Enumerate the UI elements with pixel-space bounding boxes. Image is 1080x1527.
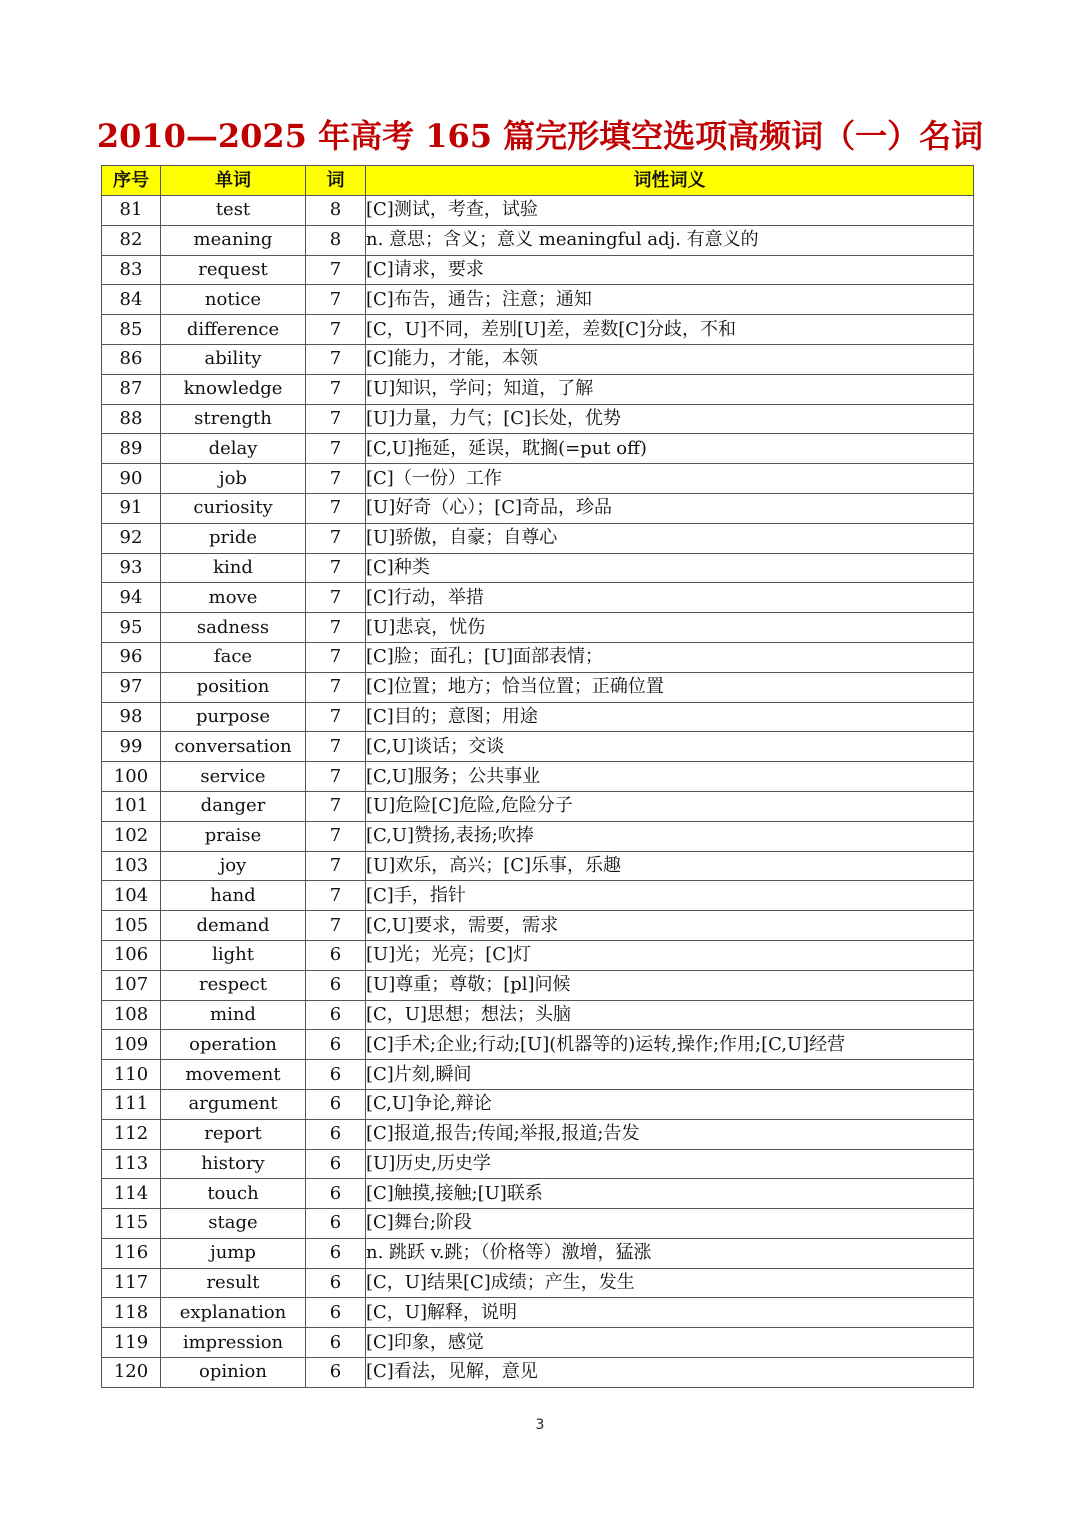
row-definition: [U]欢乐，高兴；[C]乐事，乐趣 — [366, 851, 974, 881]
row-frequency: 6 — [306, 1328, 366, 1358]
page-number: 3 — [535, 1417, 545, 1433]
table-row — [102, 493, 974, 523]
row-frequency: 7 — [306, 523, 366, 553]
row-number: 82 — [102, 225, 161, 255]
row-number: 102 — [102, 821, 161, 851]
row-word: report — [161, 1119, 306, 1149]
row-definition: [U]光；光亮；[C]灯 — [366, 940, 974, 970]
row-number: 99 — [102, 732, 161, 762]
row-definition: [C,U]赞扬,表扬;吹捧 — [366, 821, 974, 851]
row-frequency: 7 — [306, 821, 366, 851]
table-row — [102, 642, 974, 672]
row-definition: [C]位置；地方；恰当位置；正确位置 — [366, 672, 974, 702]
row-frequency: 8 — [306, 225, 366, 255]
row-definition: [C]脸；面孔；[U]面部表情； — [366, 642, 974, 672]
table-row — [102, 285, 974, 315]
row-number: 103 — [102, 851, 161, 881]
table-row — [102, 344, 974, 374]
row-word: movement — [161, 1060, 306, 1090]
row-definition: [C,U]争论,辩论 — [366, 1089, 974, 1119]
row-number: 105 — [102, 911, 161, 941]
row-definition: [C,U]服务；公共事业 — [366, 762, 974, 792]
row-frequency: 7 — [306, 672, 366, 702]
row-word: face — [161, 642, 306, 672]
row-definition: [C]手，指针 — [366, 881, 974, 911]
row-number: 81 — [102, 196, 161, 226]
table-row — [102, 791, 974, 821]
row-word: argument — [161, 1089, 306, 1119]
row-frequency: 7 — [306, 762, 366, 792]
table-row — [102, 732, 974, 762]
table-row — [102, 940, 974, 970]
row-word: purpose — [161, 702, 306, 732]
row-number: 109 — [102, 1030, 161, 1060]
row-definition: [C,U]拖延，延误，耽搁(=put off) — [366, 434, 974, 464]
row-definition: [C]报道,报告;传闻;举报,报道;告发 — [366, 1119, 974, 1149]
row-word: history — [161, 1149, 306, 1179]
row-word: notice — [161, 285, 306, 315]
row-number: 117 — [102, 1268, 161, 1298]
row-word: respect — [161, 970, 306, 1000]
table-row — [102, 553, 974, 583]
table-row — [102, 255, 974, 285]
row-frequency: 7 — [306, 404, 366, 434]
row-word: jump — [161, 1238, 306, 1268]
table-body — [102, 196, 974, 1388]
table-row — [102, 1060, 974, 1090]
row-frequency: 6 — [306, 1298, 366, 1328]
row-number: 104 — [102, 881, 161, 911]
row-definition: [U]力量，力气；[C]长处，优势 — [366, 404, 974, 434]
table-row — [102, 702, 974, 732]
row-definition: n. 跳跃 v.跳；（价格等）激增，猛涨 — [366, 1238, 974, 1268]
row-definition: [C]看法，见解，意见 — [366, 1358, 974, 1388]
table-row — [102, 196, 974, 226]
row-number: 96 — [102, 642, 161, 672]
row-number: 118 — [102, 1298, 161, 1328]
row-frequency: 6 — [306, 1030, 366, 1060]
row-number: 107 — [102, 970, 161, 1000]
table-row — [102, 1149, 974, 1179]
row-word: demand — [161, 911, 306, 941]
row-definition: [C，U]不同，差别[U]差，差数[C]分歧，不和 — [366, 315, 974, 345]
table-row — [102, 1179, 974, 1209]
row-definition: [U]知识，学问；知道，了解 — [366, 374, 974, 404]
row-number: 115 — [102, 1209, 161, 1239]
table-row — [102, 1358, 974, 1388]
table-row — [102, 225, 974, 255]
row-word: service — [161, 762, 306, 792]
row-frequency: 6 — [306, 1060, 366, 1090]
table-row — [102, 315, 974, 345]
row-frequency: 8 — [306, 196, 366, 226]
row-definition: [C,U]谈话；交谈 — [366, 732, 974, 762]
table-row — [102, 1268, 974, 1298]
table-row — [102, 1089, 974, 1119]
row-frequency: 6 — [306, 1238, 366, 1268]
row-number: 89 — [102, 434, 161, 464]
row-definition: [C]请求，要求 — [366, 255, 974, 285]
table-row — [102, 1298, 974, 1328]
header-definition: 词性词义 — [366, 166, 974, 196]
row-definition: [C]行动，举措 — [366, 583, 974, 613]
row-frequency: 7 — [306, 583, 366, 613]
row-word: test — [161, 196, 306, 226]
row-frequency: 6 — [306, 1149, 366, 1179]
row-frequency: 6 — [306, 940, 366, 970]
row-frequency: 6 — [306, 1209, 366, 1239]
row-number: 85 — [102, 315, 161, 345]
row-frequency: 7 — [306, 344, 366, 374]
table-row — [102, 1000, 974, 1030]
row-frequency: 7 — [306, 702, 366, 732]
row-word: conversation — [161, 732, 306, 762]
row-frequency: 6 — [306, 1000, 366, 1030]
row-number: 95 — [102, 613, 161, 643]
row-frequency: 7 — [306, 553, 366, 583]
row-definition: [C]测试，考查，试验 — [366, 196, 974, 226]
row-definition: [U]骄傲，自豪；自尊心 — [366, 523, 974, 553]
row-word: danger — [161, 791, 306, 821]
row-number: 116 — [102, 1238, 161, 1268]
row-word: move — [161, 583, 306, 613]
table-row — [102, 464, 974, 494]
row-definition: [C]（一份）工作 — [366, 464, 974, 494]
row-number: 94 — [102, 583, 161, 613]
row-number: 111 — [102, 1089, 161, 1119]
row-frequency: 6 — [306, 1358, 366, 1388]
row-word: kind — [161, 553, 306, 583]
row-definition: [U]悲哀，忧伤 — [366, 613, 974, 643]
table-row — [102, 1209, 974, 1239]
row-number: 98 — [102, 702, 161, 732]
row-definition: [C]印象，感觉 — [366, 1328, 974, 1358]
row-frequency: 7 — [306, 642, 366, 672]
row-number: 110 — [102, 1060, 161, 1090]
row-word: knowledge — [161, 374, 306, 404]
row-word: request — [161, 255, 306, 285]
table-header-row — [102, 166, 974, 196]
table-row — [102, 881, 974, 911]
row-definition: [C]能力，才能，本领 — [366, 344, 974, 374]
row-frequency: 7 — [306, 791, 366, 821]
row-frequency: 7 — [306, 285, 366, 315]
row-definition: [U]历史,历史学 — [366, 1149, 974, 1179]
table-row — [102, 1119, 974, 1149]
row-word: stage — [161, 1209, 306, 1239]
row-number: 83 — [102, 255, 161, 285]
row-word: touch — [161, 1179, 306, 1209]
row-word: ability — [161, 344, 306, 374]
row-word: curiosity — [161, 493, 306, 523]
row-frequency: 6 — [306, 970, 366, 1000]
header-number: 序号 — [102, 166, 161, 196]
row-frequency: 6 — [306, 1268, 366, 1298]
row-definition: [U]好奇（心）；[C]奇品，珍品 — [366, 493, 974, 523]
row-definition: [C，U]结果[C]成绩；产生，发生 — [366, 1268, 974, 1298]
table-row — [102, 434, 974, 464]
table-row — [102, 762, 974, 792]
row-frequency: 7 — [306, 881, 366, 911]
row-word: meaning — [161, 225, 306, 255]
row-frequency: 6 — [306, 1089, 366, 1119]
row-number: 92 — [102, 523, 161, 553]
row-number: 84 — [102, 285, 161, 315]
row-word: impression — [161, 1328, 306, 1358]
row-definition: [U]危险[C]危险,危险分子 — [366, 791, 974, 821]
row-number: 87 — [102, 374, 161, 404]
row-word: opinion — [161, 1358, 306, 1388]
row-number: 119 — [102, 1328, 161, 1358]
row-word: difference — [161, 315, 306, 345]
vocabulary-table — [101, 165, 974, 1388]
row-definition: [C]布告，通告；注意；通知 — [366, 285, 974, 315]
row-number: 101 — [102, 791, 161, 821]
row-word: strength — [161, 404, 306, 434]
row-frequency: 7 — [306, 911, 366, 941]
row-word: sadness — [161, 613, 306, 643]
page-title: 2010—2025 年高考 165 篇完形填空选项高频词（一）名词 — [96, 117, 984, 155]
row-frequency: 7 — [306, 732, 366, 762]
row-definition: [C，U]思想；想法；头脑 — [366, 1000, 974, 1030]
row-definition: [C]种类 — [366, 553, 974, 583]
row-frequency: 7 — [306, 434, 366, 464]
row-definition: [C]片刻,瞬间 — [366, 1060, 974, 1090]
row-definition: n. 意思；含义；意义 meaningful adj. 有意义的 — [366, 225, 974, 255]
row-word: praise — [161, 821, 306, 851]
table-row — [102, 374, 974, 404]
row-frequency: 7 — [306, 493, 366, 523]
table-row — [102, 583, 974, 613]
table-row — [102, 821, 974, 851]
row-number: 91 — [102, 493, 161, 523]
row-word: explanation — [161, 1298, 306, 1328]
row-word: light — [161, 940, 306, 970]
row-number: 93 — [102, 553, 161, 583]
row-frequency: 6 — [306, 1119, 366, 1149]
table-row — [102, 911, 974, 941]
row-frequency: 7 — [306, 315, 366, 345]
row-word: mind — [161, 1000, 306, 1030]
table-row — [102, 1030, 974, 1060]
table-row — [102, 970, 974, 1000]
row-definition: [C,U]要求，需要，需求 — [366, 911, 974, 941]
row-definition: [C]手术;企业;行动;[U](机器等的)运转,操作;作用;[C,U]经营 — [366, 1030, 974, 1060]
table-row — [102, 613, 974, 643]
row-frequency: 7 — [306, 464, 366, 494]
row-frequency: 6 — [306, 1179, 366, 1209]
row-word: hand — [161, 881, 306, 911]
table-row — [102, 404, 974, 434]
table-row — [102, 851, 974, 881]
row-number: 97 — [102, 672, 161, 702]
row-definition: [U]尊重；尊敬；[pl]问候 — [366, 970, 974, 1000]
row-word: operation — [161, 1030, 306, 1060]
table-row — [102, 1238, 974, 1268]
row-number: 114 — [102, 1179, 161, 1209]
row-number: 90 — [102, 464, 161, 494]
row-word: position — [161, 672, 306, 702]
row-word: result — [161, 1268, 306, 1298]
row-number: 112 — [102, 1119, 161, 1149]
header-frequency: 词 — [306, 166, 366, 196]
row-number: 100 — [102, 762, 161, 792]
row-number: 88 — [102, 404, 161, 434]
row-frequency: 7 — [306, 255, 366, 285]
row-word: delay — [161, 434, 306, 464]
row-definition: [C]目的；意图；用途 — [366, 702, 974, 732]
row-frequency: 7 — [306, 613, 366, 643]
row-word: job — [161, 464, 306, 494]
row-number: 120 — [102, 1358, 161, 1388]
row-word: joy — [161, 851, 306, 881]
row-definition: [C]舞台;阶段 — [366, 1209, 974, 1239]
row-word: pride — [161, 523, 306, 553]
row-frequency: 7 — [306, 851, 366, 881]
row-number: 113 — [102, 1149, 161, 1179]
row-number: 108 — [102, 1000, 161, 1030]
row-frequency: 7 — [306, 374, 366, 404]
header-word: 单词 — [161, 166, 306, 196]
row-definition: [C，U]解释，说明 — [366, 1298, 974, 1328]
table-row — [102, 672, 974, 702]
table-row — [102, 1328, 974, 1358]
table-row — [102, 523, 974, 553]
row-number: 106 — [102, 940, 161, 970]
row-definition: [C]触摸,接触;[U]联系 — [366, 1179, 974, 1209]
row-number: 86 — [102, 344, 161, 374]
